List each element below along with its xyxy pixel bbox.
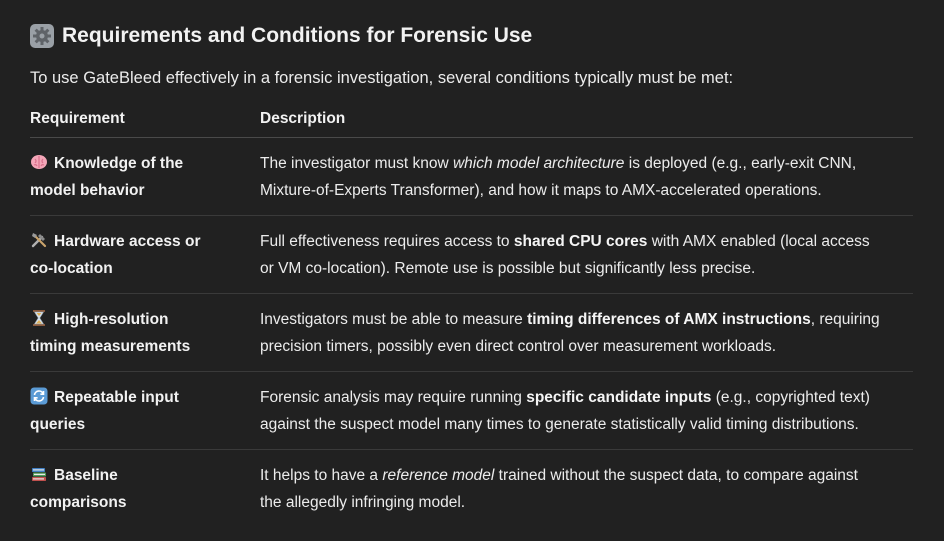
description-text: Full effectiveness requires access to [260, 232, 514, 250]
description-emphasis: reference model [382, 466, 495, 484]
requirement-cell [30, 138, 260, 216]
description-text: or VM co-location). Remote use is possible but significantly less precise. [260, 259, 756, 277]
description-text: trained without the suspect data, to compare against [494, 466, 858, 484]
table-row [30, 450, 913, 528]
description-emphasis: which model architecture [452, 154, 625, 172]
description-cell [260, 372, 913, 450]
hourglass-icon [30, 309, 48, 327]
description-cell [260, 216, 913, 294]
description-text: The investigator must know [260, 154, 453, 172]
header-requirement: Requirement [30, 100, 260, 138]
description-text: with AMX enabled (local access [647, 232, 870, 250]
requirement-line1: Repeatable input [54, 388, 179, 406]
intro-text: To use GateBleed effectively in a forensic investigation, several conditions typically must be met: [30, 69, 734, 87]
requirements-table [30, 100, 913, 527]
description-text: Forensic analysis may require running [260, 388, 527, 406]
description-text: (e.g., copyrighted text) [711, 388, 870, 406]
description-emphasis: shared CPU cores [513, 232, 648, 250]
description-text: against the suspect model many times to generate statistically valid timing distributions. [260, 415, 859, 433]
section-title: Requirements and Conditions for Forensic Use [62, 24, 533, 47]
table-row [30, 138, 913, 216]
requirement-line1: Hardware access or [54, 232, 201, 250]
description-cell [260, 294, 913, 372]
requirement-line2: queries [30, 415, 86, 433]
description-cell [260, 138, 913, 216]
description-emphasis: timing differences of AMX instructions [527, 310, 811, 328]
requirement-line2: comparisons [30, 493, 127, 511]
repeat-icon [30, 387, 48, 405]
description-text: , requiring [810, 310, 880, 328]
books-icon [30, 465, 48, 483]
tools-icon [30, 231, 48, 249]
requirement-line2: model behavior [30, 181, 145, 199]
requirement-line2: timing measurements [30, 337, 191, 355]
description-text: Mixture-of-Experts Transformer), and how it maps to AMX-accelerated operations. [260, 181, 822, 199]
section-heading [30, 24, 532, 48]
requirement-line1: Knowledge of the [54, 154, 184, 172]
brain-icon [30, 153, 48, 171]
requirement-line1: Baseline [54, 466, 118, 484]
requirement-line2: co-location [30, 259, 113, 277]
requirement-cell [30, 372, 260, 450]
description-cell [260, 450, 913, 528]
requirement-cell [30, 216, 260, 294]
table-row [30, 372, 913, 450]
description-text: It helps to have a [260, 466, 383, 484]
table-row [30, 294, 913, 372]
header-description: Description [260, 100, 913, 138]
table-row [30, 216, 913, 294]
requirement-cell [30, 294, 260, 372]
description-text: precision timers, possibly even direct control over measurement workloads. [260, 337, 777, 355]
requirement-line1: High-resolution [54, 310, 169, 328]
requirement-cell [30, 450, 260, 528]
gear-icon [30, 24, 54, 48]
table-header-row [30, 100, 913, 138]
description-text: the allegedly infringing model. [260, 493, 466, 511]
description-text: Investigators must be able to measure [260, 310, 528, 328]
description-text: is deployed (e.g., early-exit CNN, [624, 154, 857, 172]
description-emphasis: specific candidate inputs [526, 388, 712, 406]
